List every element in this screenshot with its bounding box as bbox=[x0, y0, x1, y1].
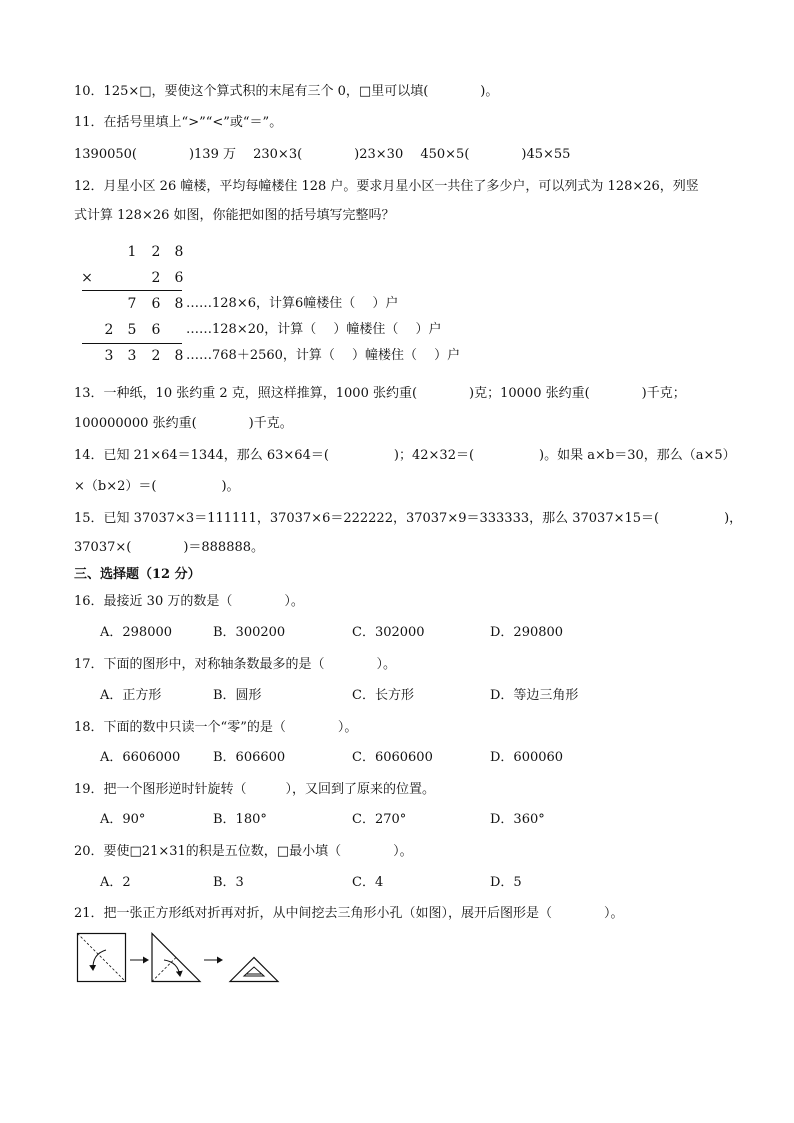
calc-digit: 2 bbox=[151, 348, 161, 364]
calc-digit: 2 bbox=[104, 322, 114, 338]
option-c[interactable]: C．302000 bbox=[352, 625, 425, 640]
option-a[interactable]: A．6606000 bbox=[100, 750, 181, 765]
question-13-line-1: 13．一种纸，10 张约重 2 克，照这样推算，1000 张约重( )克；10000 张约重( )千克； bbox=[74, 386, 686, 401]
calc-digit: 8 bbox=[174, 348, 184, 364]
calc-digit: 7 bbox=[127, 296, 137, 312]
question-15-line-1: 15．已知 37037×3＝111111，37037×6＝222222，37037×9＝333333，那么 37037×15＝( )， bbox=[74, 511, 743, 526]
times-sign: × bbox=[81, 270, 93, 286]
calc-rule bbox=[82, 290, 182, 291]
question-14-line-2: ×（b×2）＝( )。 bbox=[74, 479, 240, 494]
calc-note-2: ……128×20，计算（ ）幢楼住（ ）户 bbox=[186, 322, 442, 337]
calc-digit: 2 bbox=[151, 244, 161, 260]
question-13-line-2: 100000000 张约重( )千克。 bbox=[74, 416, 293, 431]
calc-digit: 3 bbox=[127, 348, 137, 364]
calc-digit: 3 bbox=[104, 348, 114, 364]
option-c[interactable]: C．长方形 bbox=[352, 688, 414, 703]
calc-note-1: ……128×6，计算6幢楼住（ ）户 bbox=[186, 296, 399, 311]
question-12-line-1: 12．月星小区 26 幢楼，平均每幢楼住 128 户。要求月星小区一共住了多少户，可以列式为 128×26，列竖 bbox=[74, 179, 699, 194]
folded-triangle-step-2 bbox=[152, 934, 200, 982]
question-18: 18．下面的数中只读一个“零”的是（ ）。 bbox=[74, 720, 358, 735]
calc-digit: 1 bbox=[127, 244, 137, 260]
calc-digit: 8 bbox=[174, 244, 184, 260]
calc-digit: 2 bbox=[151, 270, 161, 286]
calc-digit: 8 bbox=[174, 296, 184, 312]
option-b[interactable]: B．3 bbox=[213, 875, 244, 890]
question-17: 17．下面的图形中，对称轴条数最多的是（ ）。 bbox=[74, 657, 397, 672]
option-c[interactable]: C．4 bbox=[352, 875, 384, 890]
calc-note-3: ……768＋2560，计算（ ）幢楼住（ ）户 bbox=[186, 348, 461, 363]
question-15-line-2: 37037×( )＝888888。 bbox=[74, 540, 265, 555]
question-21: 21．把一张正方形纸对折再对折，从中间挖去三角形小孔（如图），展开后图形是（ ）。 bbox=[74, 906, 624, 921]
question-12-line-2: 式计算 128×26 如图，你能把如图的括号填写完整吗？ bbox=[74, 208, 395, 223]
question-11: 11．在括号里填上“>”“<”或“＝”。 bbox=[74, 115, 283, 130]
option-b[interactable]: B．180° bbox=[213, 812, 267, 827]
option-d[interactable]: D．290800 bbox=[490, 625, 564, 640]
calc-digit: 5 bbox=[127, 322, 137, 338]
option-d[interactable]: D．600060 bbox=[490, 750, 564, 765]
option-b[interactable]: B．圆形 bbox=[213, 688, 262, 703]
section-title: 三、选择题（12 分） bbox=[74, 567, 201, 582]
option-d[interactable]: D．5 bbox=[490, 875, 522, 890]
question-19: 19．把一个图形逆时针旋转（ ），又回到了原来的位置。 bbox=[74, 782, 436, 797]
calc-digit: 6 bbox=[174, 270, 184, 286]
calc-rule bbox=[82, 343, 182, 344]
folded-square-step-1 bbox=[78, 934, 126, 982]
option-d[interactable]: D．360° bbox=[490, 812, 545, 827]
option-c[interactable]: C．270° bbox=[352, 812, 407, 827]
question-11-items: 1390050( )139 万 230×3( )23×30 450×5( )45×55 bbox=[74, 147, 571, 162]
question-10: 10．125×□，要使这个算式积的末尾有三个 0，□里可以填( )。 bbox=[74, 84, 499, 99]
option-a[interactable]: A．正方形 bbox=[100, 688, 162, 703]
option-a[interactable]: A．2 bbox=[100, 875, 131, 890]
folding-figure bbox=[76, 932, 316, 984]
option-b[interactable]: B．606600 bbox=[213, 750, 286, 765]
option-d[interactable]: D．等边三角形 bbox=[490, 688, 579, 703]
option-a[interactable]: A．298000 bbox=[100, 625, 173, 640]
option-a[interactable]: A．90° bbox=[100, 812, 146, 827]
folded-triangle-step-3 bbox=[230, 958, 278, 982]
calc-digit: 6 bbox=[151, 296, 161, 312]
question-14-line-1: 14．已知 21×64＝1344，那么 63×64＝( )；42×32＝( )。如果 a×b＝30，那么（a×5） bbox=[74, 448, 736, 463]
question-20: 20．要使□21×31的积是五位数，□最小填（ ）。 bbox=[74, 844, 413, 859]
option-c[interactable]: C．6060600 bbox=[352, 750, 433, 765]
calc-digit: 6 bbox=[151, 322, 161, 338]
question-16: 16．最接近 30 万的数是（ ）。 bbox=[74, 594, 304, 609]
option-b[interactable]: B．300200 bbox=[213, 625, 286, 640]
